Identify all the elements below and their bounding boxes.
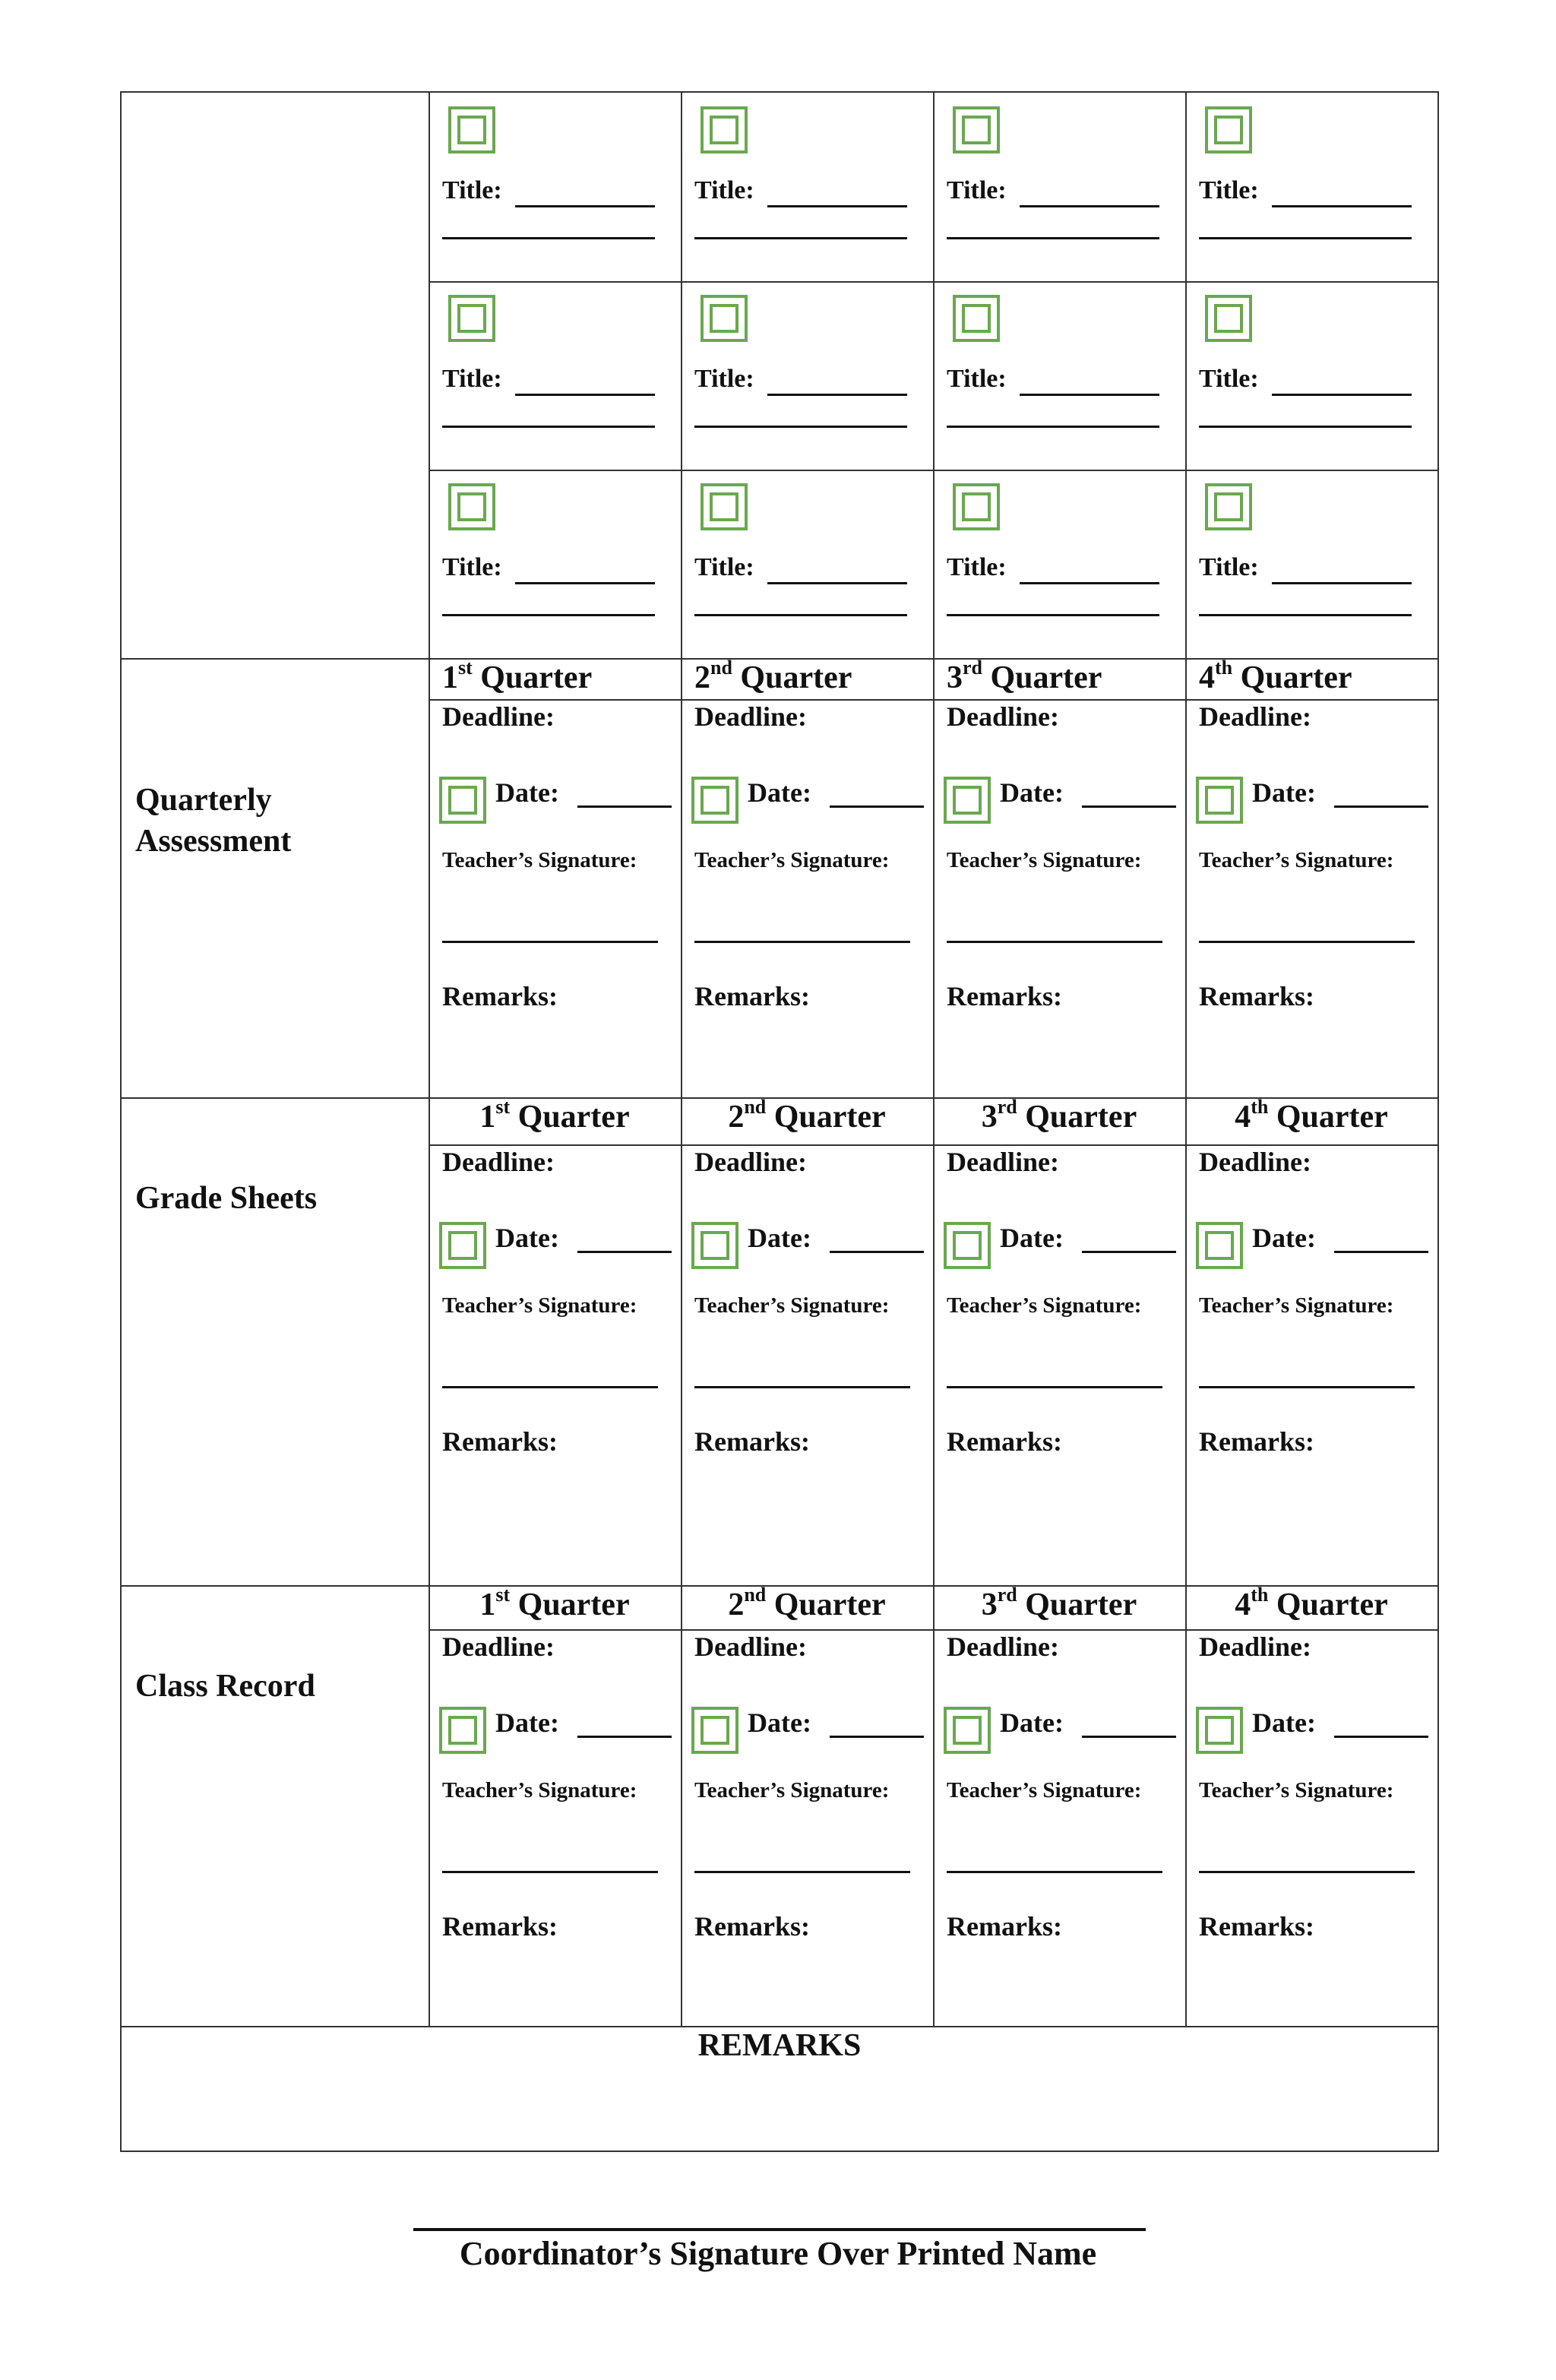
title-row-divider <box>429 470 1437 471</box>
teacher-signature-label: Teacher’s Signature: <box>1199 848 1394 872</box>
quarter-suffix: th <box>1251 1096 1269 1118</box>
teacher-signature-line[interactable] <box>442 941 658 943</box>
remarks-area[interactable] <box>122 2068 1437 2151</box>
remarks-label: Remarks: <box>947 981 1062 1011</box>
quarter-word: Quarter <box>773 1100 886 1135</box>
deadline-label: Deadline: <box>1199 1632 1311 1662</box>
title-blank-line-2[interactable] <box>947 426 1159 428</box>
remarks-label: Remarks: <box>1199 1911 1314 1942</box>
teacher-signature-label: Teacher’s Signature: <box>694 848 890 872</box>
submitted-checkbox[interactable] <box>944 1222 991 1269</box>
title-checkbox[interactable] <box>953 295 1000 342</box>
quarter-suffix: nd <box>744 1096 767 1118</box>
title-blank-line[interactable] <box>767 205 907 207</box>
title-checkbox[interactable] <box>1205 106 1252 153</box>
deadline-label: Deadline: <box>694 1147 807 1177</box>
title-label: Title: <box>442 553 502 581</box>
quarter-number: 4 <box>1235 1100 1251 1135</box>
teacher-signature-label: Teacher’s Signature: <box>694 1293 890 1318</box>
teacher-signature-label: Teacher’s Signature: <box>442 1293 637 1318</box>
quarter-number: 1 <box>479 1587 496 1622</box>
quarter-suffix: nd <box>710 657 732 679</box>
submitted-checkbox[interactable] <box>944 1707 991 1754</box>
title-blank-line[interactable] <box>1272 582 1412 584</box>
title-row-divider <box>429 281 1437 283</box>
title-blank-line[interactable] <box>515 205 655 207</box>
date-blank-line[interactable] <box>1082 805 1176 808</box>
column-divider <box>1185 93 1187 2026</box>
teacher-signature-line[interactable] <box>694 1871 910 1873</box>
date-label: Date: <box>748 1223 811 1253</box>
title-checkbox[interactable] <box>448 295 495 342</box>
quarter-word: Quarter <box>990 660 1102 695</box>
teacher-signature-label: Teacher’s Signature: <box>947 1778 1142 1802</box>
teacher-signature-line[interactable] <box>947 1871 1162 1873</box>
title-label: Title: <box>442 365 502 393</box>
date-blank-line[interactable] <box>577 1251 672 1253</box>
date-label: Date: <box>1000 777 1064 808</box>
quarter-header <box>681 1096 933 1135</box>
teacher-signature-label: Teacher’s Signature: <box>442 848 637 872</box>
remarks-label: Remarks: <box>1199 1426 1314 1457</box>
title-checkbox[interactable] <box>953 483 1000 530</box>
submitted-checkbox[interactable] <box>439 1707 486 1754</box>
remarks-label: Remarks: <box>442 1426 558 1457</box>
quarter-suffix: th <box>1251 1584 1269 1606</box>
title-blank-line-2[interactable] <box>1199 426 1412 428</box>
title-blank-line-2[interactable] <box>1199 614 1412 616</box>
title-blank-line-2[interactable] <box>442 426 655 428</box>
quarter-header <box>681 1584 933 1623</box>
title-label: Title: <box>1199 176 1259 204</box>
coordinator-signature-label: Coordinator’s Signature Over Printed Name <box>459 2235 1097 2272</box>
quarter-header <box>1199 657 1352 696</box>
title-label: Title: <box>1199 365 1259 393</box>
title-blank-line[interactable] <box>515 582 655 584</box>
quarter-header <box>947 657 1102 696</box>
quarter-number: 1 <box>442 660 458 695</box>
deadline-label: Deadline: <box>694 1632 807 1662</box>
quarter-word: Quarter <box>740 660 852 695</box>
title-label: Title: <box>947 365 1007 393</box>
section-label-line1: Grade Sheets <box>135 1181 318 1216</box>
remarks-label: Remarks: <box>1199 981 1314 1011</box>
date-blank-line[interactable] <box>1334 1736 1428 1738</box>
quarter-number: 3 <box>981 1587 998 1622</box>
title-blank-line[interactable] <box>515 394 655 396</box>
title-blank-line[interactable] <box>767 394 907 396</box>
teacher-signature-line[interactable] <box>442 1871 658 1873</box>
date-blank-line[interactable] <box>830 1251 924 1253</box>
quarter-word: Quarter <box>517 1587 630 1622</box>
title-label: Title: <box>694 553 754 581</box>
title-label: Title: <box>694 176 754 204</box>
date-label: Date: <box>748 1707 811 1738</box>
title-blank-line-2[interactable] <box>694 237 907 239</box>
section-label-line1: Quarterly <box>135 783 272 818</box>
quarter-number: 2 <box>694 660 710 695</box>
quarter-word: Quarter <box>1276 1100 1388 1135</box>
quarter-word: Quarter <box>1276 1587 1388 1622</box>
quarter-suffix: st <box>458 657 473 679</box>
section-label <box>135 780 291 862</box>
date-blank-line[interactable] <box>1082 1736 1176 1738</box>
teacher-signature-label: Teacher’s Signature: <box>947 1293 1142 1318</box>
coordinator-signature-line <box>413 2228 1146 2231</box>
title-blank-line-2[interactable] <box>442 614 655 616</box>
date-label: Date: <box>1000 1707 1064 1738</box>
title-checkbox[interactable] <box>1205 483 1252 530</box>
remarks-label: Remarks: <box>442 1911 558 1942</box>
teacher-signature-line[interactable] <box>442 1386 658 1388</box>
remarks-label: Remarks: <box>947 1426 1062 1457</box>
section-label <box>135 1178 317 1219</box>
quarter-word: Quarter <box>773 1587 886 1622</box>
date-blank-line[interactable] <box>830 1736 924 1738</box>
quarter-number: 4 <box>1199 660 1215 695</box>
submitted-checkbox[interactable] <box>691 1222 738 1269</box>
teacher-signature-line[interactable] <box>1199 1386 1415 1388</box>
title-blank-line-2[interactable] <box>947 237 1159 239</box>
column-divider <box>681 93 682 2026</box>
submitted-checkbox[interactable] <box>691 1707 738 1754</box>
submitted-checkbox[interactable] <box>1196 1222 1243 1269</box>
remarks-label: Remarks: <box>694 1911 810 1942</box>
remarks-label: Remarks: <box>694 1426 810 1457</box>
quarter-number: 2 <box>728 1587 745 1622</box>
submitted-checkbox[interactable] <box>439 777 486 824</box>
title-checkbox[interactable] <box>701 483 748 530</box>
teacher-signature-label: Teacher’s Signature: <box>1199 1293 1394 1318</box>
title-label: Title: <box>947 553 1007 581</box>
date-blank-line[interactable] <box>1082 1251 1176 1253</box>
quarter-word: Quarter <box>517 1100 630 1135</box>
date-label: Date: <box>1000 1223 1064 1253</box>
quarter-number: 3 <box>981 1100 998 1135</box>
deadline-label: Deadline: <box>694 701 807 732</box>
title-checkbox[interactable] <box>448 483 495 530</box>
teacher-signature-label: Teacher’s Signature: <box>1199 1778 1394 1802</box>
quarter-suffix: rd <box>963 657 982 679</box>
quarter-word: Quarter <box>1025 1100 1137 1135</box>
title-blank-line-2[interactable] <box>694 614 907 616</box>
date-label: Date: <box>748 777 811 808</box>
section-label-line1: Class Record <box>135 1669 315 1704</box>
quarter-word: Quarter <box>1025 1587 1137 1622</box>
title-checkbox[interactable] <box>953 106 1000 153</box>
title-checkbox[interactable] <box>1205 295 1252 342</box>
title-label: Title: <box>694 365 754 393</box>
quarter-suffix: st <box>495 1584 511 1606</box>
teacher-signature-line[interactable] <box>694 1386 910 1388</box>
title-blank-line[interactable] <box>1020 582 1159 584</box>
title-blank-line-2[interactable] <box>947 614 1159 616</box>
title-blank-line[interactable] <box>1272 394 1412 396</box>
deadline-label: Deadline: <box>442 1632 555 1662</box>
submitted-checkbox[interactable] <box>691 777 738 824</box>
title-label: Title: <box>1199 553 1259 581</box>
teacher-signature-line[interactable] <box>694 941 910 943</box>
teacher-signature-line[interactable] <box>1199 1871 1415 1873</box>
submitted-checkbox[interactable] <box>439 1222 486 1269</box>
quarter-header <box>694 657 852 696</box>
quarter-number: 2 <box>728 1100 745 1135</box>
submitted-checkbox[interactable] <box>1196 777 1243 824</box>
quarter-header <box>933 1584 1185 1623</box>
section-label <box>135 1666 315 1707</box>
teacher-signature-line[interactable] <box>947 1386 1162 1388</box>
deadline-label: Deadline: <box>1199 701 1311 732</box>
teacher-signature-label: Teacher’s Signature: <box>694 1778 890 1802</box>
section-label-line2: Assessment <box>135 824 292 859</box>
date-label: Date: <box>495 777 559 808</box>
date-blank-line[interactable] <box>1334 805 1428 808</box>
date-label: Date: <box>495 1707 559 1738</box>
quarter-header <box>429 1584 681 1623</box>
quarter-header <box>429 1096 681 1135</box>
quarter-number: 3 <box>947 660 963 695</box>
submitted-checkbox[interactable] <box>944 777 991 824</box>
title-blank-line-2[interactable] <box>1199 237 1412 239</box>
column-divider <box>933 93 935 2026</box>
quarter-number: 4 <box>1235 1587 1251 1622</box>
teacher-signature-line[interactable] <box>947 941 1162 943</box>
quarter-suffix: nd <box>744 1584 767 1606</box>
teacher-signature-label: Teacher’s Signature: <box>442 1778 637 1802</box>
title-checkbox[interactable] <box>701 106 748 153</box>
quarter-word: Quarter <box>480 660 593 695</box>
date-label: Date: <box>1252 777 1316 808</box>
title-checkbox[interactable] <box>448 106 495 153</box>
teacher-signature-line[interactable] <box>1199 941 1415 943</box>
deadline-label: Deadline: <box>442 1147 555 1177</box>
date-label: Date: <box>495 1223 559 1253</box>
quarter-suffix: rd <box>997 1096 1017 1118</box>
teacher-signature-label: Teacher’s Signature: <box>947 848 1142 872</box>
remarks-label: Remarks: <box>947 1911 1062 1942</box>
deadline-label: Deadline: <box>947 701 1059 732</box>
remarks-header: REMARKS <box>697 2028 862 2063</box>
date-label: Date: <box>1252 1223 1316 1253</box>
title-label: Title: <box>947 176 1007 204</box>
deadline-label: Deadline: <box>947 1632 1059 1662</box>
quarter-header <box>442 657 593 696</box>
title-blank-line-2[interactable] <box>694 426 907 428</box>
title-blank-line[interactable] <box>1020 394 1159 396</box>
title-blank-line[interactable] <box>1020 205 1159 207</box>
date-label: Date: <box>1252 1707 1316 1738</box>
date-blank-line[interactable] <box>577 1736 672 1738</box>
title-blank-line[interactable] <box>767 582 907 584</box>
date-blank-line[interactable] <box>577 805 672 808</box>
quarter-word: Quarter <box>1240 660 1352 695</box>
quarter-header <box>933 1096 1185 1135</box>
title-label: Title: <box>442 176 502 204</box>
column-divider <box>429 93 430 2026</box>
deadline-label: Deadline: <box>947 1147 1059 1177</box>
title-blank-line-2[interactable] <box>442 237 655 239</box>
deadline-label: Deadline: <box>1199 1147 1311 1177</box>
quarter-suffix: th <box>1215 657 1233 679</box>
quarter-suffix: rd <box>997 1584 1017 1606</box>
submitted-checkbox[interactable] <box>1196 1707 1243 1754</box>
checklist-form <box>120 91 1439 2152</box>
date-blank-line[interactable] <box>830 805 924 808</box>
quarter-header <box>1185 1584 1437 1623</box>
title-checkbox[interactable] <box>701 295 748 342</box>
quarter-header <box>1185 1096 1437 1135</box>
remarks-label: Remarks: <box>442 981 558 1011</box>
remarks-label: Remarks: <box>694 981 810 1011</box>
deadline-label: Deadline: <box>442 701 555 732</box>
date-blank-line[interactable] <box>1334 1251 1428 1253</box>
quarter-suffix: st <box>495 1096 511 1118</box>
title-blank-line[interactable] <box>1272 205 1412 207</box>
quarter-number: 1 <box>479 1100 496 1135</box>
